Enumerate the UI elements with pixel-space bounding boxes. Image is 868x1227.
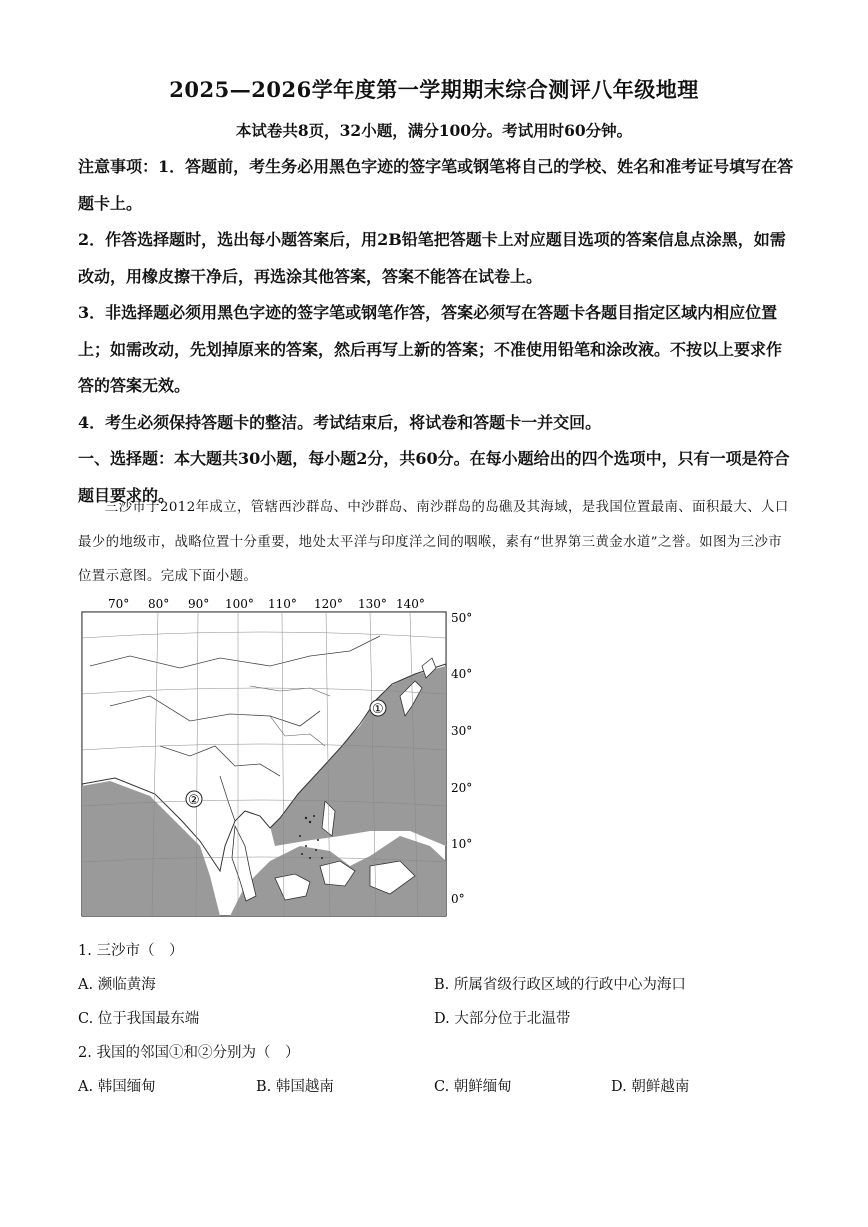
lat-label: 0° (451, 892, 465, 906)
exam-title: 2025—2026学年度第一学期期末综合测评八年级地理 (169, 77, 699, 102)
instructions (78, 149, 794, 514)
lon-label: 140° (396, 597, 425, 611)
lat-label: 20° (451, 781, 473, 795)
question-1-stem: 1. 三沙市（ ） (78, 943, 184, 959)
instruction-2: 2．作答选择题时，选出每小题答案后，用2B铅笔把答题卡上对应题目选项的答案信息点涂黑，如需改动，用橡皮擦干净后，再选涂其他答案，答案不能答在试卷上。 (78, 230, 786, 286)
lon-label: 120° (314, 597, 343, 611)
question-1-option-d: D. 大部分位于北温带 (434, 1011, 571, 1027)
question-2-option-c: C. 朝鲜缅甸 (434, 1079, 512, 1095)
lat-label: 30° (451, 724, 473, 738)
lon-label: 80° (148, 597, 170, 611)
lat-label: 40° (451, 667, 473, 681)
instruction-3: 3．非选择题必须用黑色字迹的签字笔或钢笔作答，答案必须写在答题卡各题目指定区域内相应位置上；如需改动，先划掉原来的答案，然后再写上新的答案；不准使用铅笔和涂改液。不按以上要求作答的答案无效。 (78, 303, 783, 395)
question-2-stem: 2. 我国的邻国①和②分别为（ ） (78, 1045, 300, 1061)
instruction-4: 4．考生必须保持答题卡的整洁。考试结束后，将试卷和答题卡一并交回。 (78, 412, 602, 432)
marker-1-label: ① (372, 702, 384, 717)
lon-label: 100° (225, 597, 254, 611)
lat-label: 10° (451, 837, 473, 851)
lon-label: 110° (268, 597, 297, 611)
lon-label: 90° (188, 597, 210, 611)
sansha-location-map (70, 596, 490, 926)
reading-passage: 三沙市于2012年成立，管辖西沙群岛、中沙群岛、南沙群岛的岛礁及其海域，是我国位置最南、面积最大、人口最少的地级市，战略位置十分重要，地处太平洋与印度洋之间的咽喉，素有“世界第三黄金水道”之誉。如图为三沙市位置示意图。完成下面小题。 (78, 500, 789, 584)
lat-label: 50° (451, 611, 473, 625)
question-2-option-b: B. 韩国越南 (256, 1079, 334, 1095)
question-2-option-d: D. 朝鲜越南 (611, 1079, 690, 1095)
lon-label: 130° (358, 597, 387, 611)
question-2-option-a: A. 韩国缅甸 (78, 1079, 156, 1095)
section-heading: 一、选择题：本大题共30小题，每小题2分，共60分。在每小题给出的四个选项中，只有一项是符合题目要求的。 (78, 449, 790, 505)
question-1-option-a: A. 濒临黄海 (78, 977, 156, 993)
instruction-1: 注意事项：1．答题前，考生务必用黑色字迹的签字笔或钢笔将自己的学校、姓名和准考证号填写在答题卡上。 (78, 157, 794, 213)
exam-subtitle: 本试卷共8页，32小题，满分100分。考试用时60分钟。 (235, 121, 633, 140)
question-1-option-c: C. 位于我国最东端 (78, 1011, 200, 1027)
marker-2-label: ② (188, 793, 200, 808)
question-1-option-b: B. 所属省级行政区域的行政中心为海口 (434, 977, 686, 993)
lon-label: 70° (108, 597, 130, 611)
